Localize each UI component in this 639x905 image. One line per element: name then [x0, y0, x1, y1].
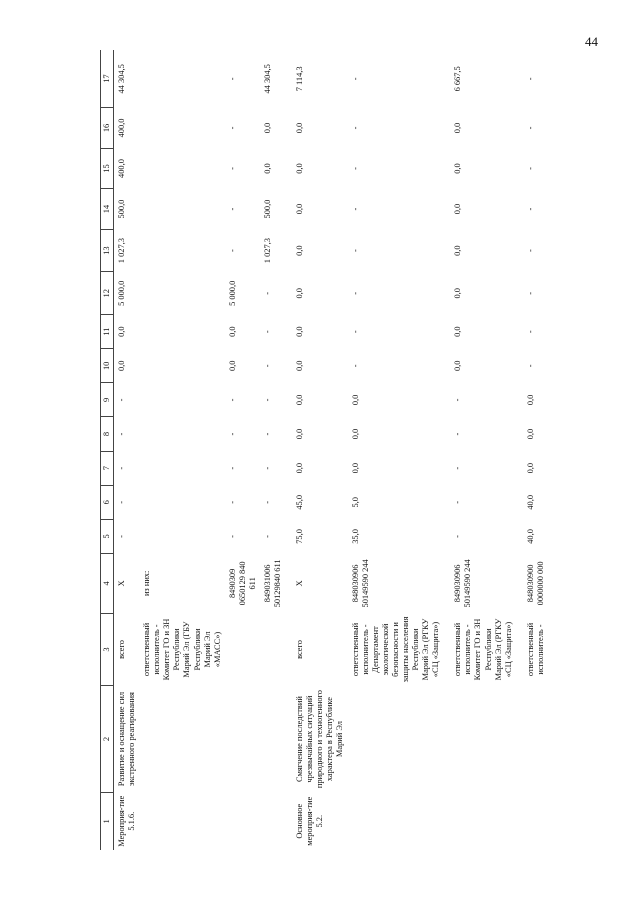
table-cell: 44 304,5 — [117, 64, 126, 94]
table-cell — [348, 686, 444, 793]
table-cell: 0,0 — [525, 394, 535, 406]
table-cell: 40,0 — [525, 494, 535, 510]
column-header: 15 — [101, 148, 114, 189]
rotated-table-area — [100, 50, 550, 850]
table-cell — [139, 792, 225, 850]
table-cell — [260, 686, 285, 793]
table-row — [260, 50, 285, 850]
table-cell: 0,0 — [453, 203, 463, 215]
table-cell: 75,0 — [295, 529, 305, 544]
table-cell: 0,0 — [117, 360, 126, 372]
table-cell: - — [453, 500, 463, 504]
table-cell: - — [263, 432, 273, 436]
table-cell: ответственный исполнитель - Комитет ГО и ЗН Республики Марий Эл (РГКУ «СЦ «Защита») — [453, 618, 513, 681]
table-cell: 0,0 — [453, 326, 463, 337]
table-cell: ответственный исполнитель - Комитет ГО и ЗН Республики Марий Эл (ГБУ Республики Марий Эл «МАСС») — [142, 618, 222, 681]
table-cell — [443, 686, 515, 793]
table-cell: 0,0 — [350, 394, 360, 406]
table-cell — [139, 417, 225, 451]
table-cell: - — [227, 249, 237, 253]
header-row — [101, 50, 114, 850]
table-cell: 0,0 — [295, 462, 305, 474]
table-cell: - — [263, 500, 273, 504]
column-header: 11 — [101, 315, 114, 349]
table-cell: - — [453, 466, 463, 470]
table-cell: 5,0 — [350, 497, 360, 508]
column-header: 9 — [101, 383, 114, 417]
table-cell: 45,0 — [295, 494, 305, 510]
table-cell: 848030906 50149590 244 — [350, 559, 370, 608]
column-header: 7 — [101, 451, 114, 485]
table-cell: 849031006 50129840 611 — [263, 559, 283, 608]
table-cell: 0,0 — [453, 360, 463, 372]
table-cell: - — [525, 330, 535, 334]
table-cell: - — [525, 291, 535, 295]
table-cell: 0,0 — [295, 122, 305, 134]
table-cell: 35,0 — [350, 529, 360, 544]
table-cell — [225, 686, 260, 793]
table-cell: - — [117, 535, 126, 538]
table-cell: - — [227, 77, 237, 81]
table-cell: 0,0 — [227, 326, 237, 337]
table-cell: 0,0 — [295, 428, 305, 440]
table-cell — [139, 148, 225, 189]
table-cell: 0,0 — [453, 122, 463, 134]
table-cell: 0,0 — [350, 428, 360, 440]
table-cell: Х — [295, 580, 305, 587]
table-cell: 0,0 — [295, 394, 305, 406]
table-cell: - — [117, 398, 126, 402]
table-cell — [443, 792, 515, 850]
table-row — [516, 50, 548, 850]
table-cell — [260, 613, 285, 686]
table-cell: 0,0 — [117, 326, 126, 337]
table-cell: 6 667,5 — [453, 66, 463, 92]
table-cell: 7 114,3 — [295, 66, 305, 92]
table-cell: 1 027,3 — [263, 238, 273, 264]
table-cell — [139, 383, 225, 417]
table-row — [443, 50, 515, 850]
table-cell: 5 000,0 — [227, 280, 237, 306]
table-cell — [225, 792, 260, 850]
table-cell — [139, 272, 225, 315]
table-cell — [139, 229, 225, 272]
table-row — [348, 50, 444, 850]
table-cell: - — [525, 167, 535, 170]
table-cell: 0,0 — [295, 326, 305, 337]
column-header: 3 — [101, 613, 114, 686]
column-header: 12 — [101, 272, 114, 315]
table-cell: 500,0 — [117, 199, 126, 219]
table-cell: Основное мероприя-тие 5.2. — [295, 796, 325, 846]
column-header: 16 — [101, 108, 114, 149]
table-cell: - — [350, 167, 360, 170]
table-cell — [139, 50, 225, 108]
table-cell: всего — [295, 640, 305, 659]
table-cell: из них: — [142, 570, 152, 597]
table-cell: 40,0 — [525, 529, 535, 544]
table-cell: - — [117, 500, 126, 504]
table-cell: - — [350, 291, 360, 295]
table-cell — [139, 519, 225, 553]
table-cell: 1 027,3 — [117, 238, 126, 264]
table-cell: - — [227, 126, 237, 130]
column-header: 17 — [101, 50, 114, 108]
table-cell: - — [227, 207, 237, 211]
table-cell: ответственный исполнитель - Департамент экологической безопасности и защиты населения Республики Марий Эл (РГКУ «СЦ «Защита») — [350, 616, 441, 683]
table-cell — [139, 108, 225, 149]
table-cell: - — [525, 249, 535, 253]
table-cell: 0,0 — [453, 288, 463, 299]
column-header: 6 — [101, 485, 114, 519]
table-cell: 0,0 — [295, 163, 305, 174]
table-cell: - — [227, 432, 237, 436]
table-cell: 0,0 — [295, 245, 305, 256]
table-cell: 0,0 — [263, 122, 273, 134]
table-body — [114, 50, 548, 850]
table-cell: 0,0 — [453, 163, 463, 174]
table-cell — [139, 451, 225, 485]
table-cell — [139, 349, 225, 383]
table-cell: Смягчение последствий чрезвычайных ситуаций природного и техногенного характера в Республике Марий Эл — [295, 690, 345, 789]
table-row — [225, 50, 260, 850]
table-cell: - — [525, 207, 535, 211]
table-cell: 849030906 50149590 244 — [453, 559, 473, 608]
table-cell: 5 000,0 — [117, 280, 126, 306]
table-cell: 400,0 — [117, 118, 126, 138]
table-cell: 0,0 — [227, 360, 237, 372]
table-cell: - — [227, 167, 237, 170]
column-header: 8 — [101, 417, 114, 451]
table-cell: - — [350, 249, 360, 253]
table-cell: 0,0 — [525, 462, 535, 474]
column-header: 14 — [101, 189, 114, 230]
budget-table — [100, 50, 548, 850]
table-cell — [139, 485, 225, 519]
table-cell: 400,0 — [117, 159, 126, 178]
table-cell: - — [263, 466, 273, 470]
table-cell: - — [263, 398, 273, 402]
table-cell: 8490309 0650129 840 611 — [227, 561, 257, 606]
table-cell: всего — [117, 640, 126, 659]
table-cell: - — [525, 126, 535, 130]
table-cell: - — [263, 535, 273, 538]
table-cell — [139, 189, 225, 230]
table-cell — [225, 613, 260, 686]
page-number: 44 — [585, 34, 598, 49]
table-cell: - — [453, 398, 463, 402]
table-row — [139, 50, 225, 850]
table-cell: Мероприя-тие 5.1.6. — [117, 795, 137, 847]
column-header: 4 — [101, 554, 114, 614]
table-cell: - — [350, 77, 360, 81]
table-cell — [516, 686, 548, 793]
table-cell: - — [263, 291, 273, 295]
table-cell: ответственный исполнитель - — [525, 622, 545, 677]
table-cell: 848030900 0000000 000 — [525, 561, 545, 606]
table-cell: 44 304,5 — [263, 64, 273, 94]
table-cell: Х — [117, 580, 126, 587]
table-cell — [139, 315, 225, 349]
table-cell: - — [227, 466, 237, 470]
table-cell: 0,0 — [350, 462, 360, 474]
rotated-content — [100, 50, 550, 850]
table-cell: - — [350, 207, 360, 211]
column-header: 2 — [101, 686, 114, 793]
column-header: 13 — [101, 229, 114, 272]
table-cell: 0,0 — [453, 245, 463, 256]
table-cell — [139, 686, 225, 793]
table-cell: - — [453, 432, 463, 436]
column-header: 5 — [101, 519, 114, 553]
table-row — [285, 50, 347, 850]
table-cell: - — [350, 126, 360, 130]
table-cell: - — [263, 330, 273, 334]
table-cell: 0,0 — [295, 203, 305, 215]
table-cell: - — [350, 364, 360, 368]
column-header: 10 — [101, 349, 114, 383]
table-cell: 500,0 — [263, 199, 273, 219]
table-cell: - — [117, 466, 126, 470]
table-cell: 0,0 — [295, 360, 305, 372]
table-cell: - — [525, 364, 535, 368]
table-cell — [260, 792, 285, 850]
column-header: 1 — [101, 792, 114, 850]
table-row — [114, 50, 140, 850]
table-cell: 0,0 — [525, 428, 535, 440]
table-cell: - — [227, 535, 237, 538]
table-cell: 0,0 — [295, 288, 305, 299]
table-cell: - — [350, 330, 360, 334]
table-cell — [348, 792, 444, 850]
table-cell: - — [227, 398, 237, 402]
table-cell — [516, 792, 548, 850]
table-cell: - — [117, 432, 126, 436]
table-cell: - — [263, 364, 273, 368]
table-cell: - — [227, 500, 237, 504]
table-cell: - — [525, 77, 535, 81]
table-cell: Развитие и оснащение сил экстренного реагирования — [117, 691, 137, 787]
table-cell: 0,0 — [263, 163, 273, 174]
table-cell: - — [453, 535, 463, 538]
